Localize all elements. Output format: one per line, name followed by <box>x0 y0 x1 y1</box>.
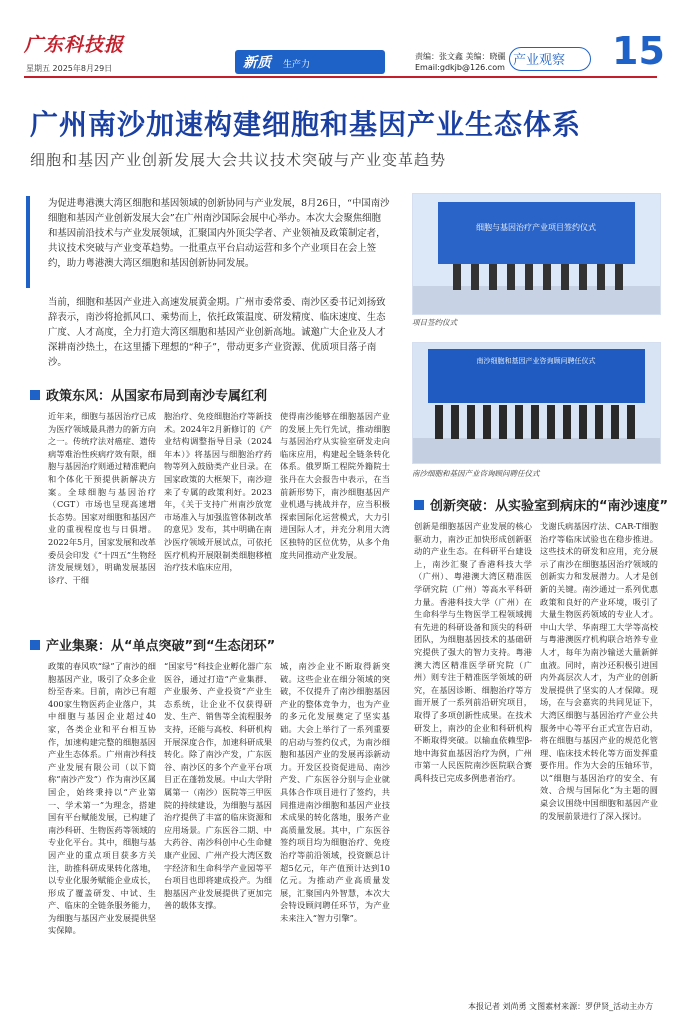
photo-advisor-illustration <box>413 343 660 463</box>
section-3-col-2: 戈谢氏病基因疗法、CAR-T细胞治疗等临床试验也在稳步推进。这些技术的研发和应用，充分展示了南沙在细胞基因治疗领域的创新实力和发展潜力。人才是创新的关键。南沙通过一系列优惠政策和良好的产业环境，吸引了大量生物医药领域的专业人才。中山大学、华南理工大学等高校与粤港澳医疗机构联合培养专业人才，每年为南沙输送大量新鲜血液。同时，南沙还积极引进国内外高层次人才，为产业的创新发展提供了坚实的人才保障。现场，在与会嘉宾的共同见证下，大湾区细胞与基因治疗产业公共服务中心等平台正式宣告启动，将在细胞与基因产业的规范化管理、临床技术转化等方面发挥重要作用。作为大会的压轴环节，以“细胞与基因治疗的安全、有效、合规与国际化”为主题的圆桌会议围绕中国细胞和基因产业的发展前景进行了深入探讨。 <box>540 521 658 821</box>
intro-accent-bar <box>26 196 30 288</box>
section-2-col-1: 政策的春风吹“绿”了南沙的细胞基因产业，吸引了众多企业纷至沓来。目前，南沙已有超400家生物医药企业落户，其中细胞与基因企业超过40家，各类企业和平台相互协作，加速构建完整的细胞基因产业生态体系。广州南沙科技产业发展有限公司（以下简称“南沙产发”）作为南沙区属国企，始终秉持以“产业第一、学术第一”为理念，搭建国有平台赋能发展，已构建了南沙科研、生物医药等领域的专业化平台。其中，细胞与基因产业的重点项目获多方关注，助推科研成果转化落地，以专业化服务赋能企业成长，形成了覆盖研发、中试、生产、临床的全链条服务能力，为细胞与基因产业发展提供坚实保障。 <box>48 661 156 936</box>
photo-advisor-ceremony <box>412 342 661 464</box>
section-2-icon <box>30 640 40 650</box>
editor-names: 责编：张文鑫 美编：晓疆 <box>415 52 506 61</box>
section-3-col-1: 创新是细胞基因产业发展的核心驱动力，南沙正加快形成创新驱动的产业生态。在科研平台建设上，南沙汇聚了香港科技大学（广州）、粤港澳大湾区精准医学研究院（广州）等高水平科研力量。香港科技大学（广州）在生命科学与生物医学工程领域拥有先进的科研设备和顶尖的科研团队，为细胞基因技术的基础研究提供了强大的智力支持。粤港澳大湾区精准医学研究院（广州）则专注于精准医学领域的研究，在基因诊断、细胞治疗等方面开展了一系列前沿研究项目，取得了多项创新性成果。在技术研发上，南沙的企业和科研机构不断取得突破。以输血依赖型β-地中海贫血基因治疗为例，广州市第一人民医院南沙医院联合赛禹科技已完成多例患者治疗。 <box>414 521 532 783</box>
page-number: 15 <box>612 29 665 73</box>
section-1-heading: 政策东风：从国家布局到南沙专属红利 <box>46 389 268 404</box>
section-1-icon <box>30 390 40 400</box>
masthead-logo: 广东科技报 <box>24 34 125 56</box>
article-lead-2: 当前，细胞和基因产业进入高速发展黄金期。广州市委常委、南沙区委书记刘扬致辞表示，南沙将抢抓风口、乘势而上，依托政策温度、研发精度、临床速度、生态广度、人才高度，全力打造大湾区细胞和基因产业创新高地。诚邀广大企业及人才深耕南沙热土，在这里播下理想的“种子”，带动更多产业资源、优质项目落子南沙。 <box>48 297 386 368</box>
photo-signing-illustration <box>413 194 660 314</box>
section-2-heading: 产业集聚：从“单点突破”到“生态闭环” <box>46 639 276 654</box>
article-lead: 为促进粤港澳大湾区细胞和基因领域的创新协同与产业发展，8月26日，“中国南沙细胞和基因产业创新发展大会”在广州南沙国际会展中心举办。本次大会聚焦细胞和基因前沿技术与产业发展领域，汇聚国内外顶尖学者、产业领袖及政策制定者，共议技术突破与产业变革趋势。一批重点平台启动运营和多个产业项目在会上签约，助力粤港澳大湾区细胞和基因创新协同发展。 <box>48 198 390 269</box>
section-1-col-1: 近年来，细胞与基因治疗已成为医疗领域最具潜力的新方向之一。传统疗法对癌症、遗传病等难治性疾病疗效有限，细胞与基因治疗则通过精准靶向和个体化干预提供新解决方案。全球细胞与基因治疗（CGT）市场也呈现高速增长态势。国家对细胞和基因产业的重视程度也与日俱增。2022年5月，国家发展和改革委员会印发《“十四五”生物经济发展规划》，明确发展基因诊疗、干细 <box>48 411 156 585</box>
section-3-icon <box>414 500 424 510</box>
photo-screen-text: 细胞与基因治疗产业项目签约仪式 <box>476 223 596 232</box>
issue-date: 星期五 2025年8月29日 <box>26 64 113 73</box>
article-title: 广州南沙加速构建细胞和基因产业生态体系 <box>30 108 582 141</box>
section-3-heading: 创新突破：从实验室到病床的“南沙速度” <box>430 499 669 514</box>
footer-credits: 本报记者 刘尚勇 文图素材来源：罗伊贤_活动主办方 <box>468 1002 654 1011</box>
section-2-col-2: “国家号”科技企业孵化器广东医谷，通过打造“产业集群、产业服务、产业投资”产业生态系统，让企业不仅获得研发、生产、销售等全流程服务支持，还能与高校、科研机构开展深度合作，加速科研成果转化。除了南沙产发，广东医谷、南沙区的多个产业平台项目正在蓬勃发展。中山大学附属第一（南沙）医院等三甲医院的持续建设，为细胞与基因治疗提供了丰富的临床资源和应用场景。广东医谷二期、中大药谷、南沙科创中心生命健康产业园、广州产投大湾区数字经济和生命科学产业园等平台项目也即将建成投产。为细胞基因产业发展提供了更加完善的载体支撑。 <box>164 661 272 911</box>
article-subtitle: 细胞和基因产业创新发展大会共议技术突破与产业变革趋势 <box>30 151 447 169</box>
section-2-col-3: 城，南沙企业不断取得新突破。这些企业在细分领域的突破，不仅提升了南沙细胞基因产业的整体竞争力，也为产业的多元化发展奠定了坚实基础。大会上举行了一系列重要的启动与签约仪式，为南沙细胞和基因产业的发展再添新动力。开发区投资促进局、南沙产发、广东医谷分别与企业就具体合作项目进行了签约，共同推进南沙细胞和基因产业技术成果的转化落地，服务产业高质量发展。其中，广东医谷签约项目均为细胞治疗、免疫治疗等前沿领域，投资额总计超5亿元，年产值预计达到10亿元。为推动产业高质量发展，汇聚国内外智慧，本次大会特设顾问聘任环节，为产业未来注入“智力引擎”。 <box>280 661 390 923</box>
photo-caption-2: 南沙细胞和基因产业咨询顾问聘任仪式 <box>412 469 540 478</box>
column-banner-subtitle: 生产力 <box>283 60 311 70</box>
photo-screen-text-2: 南沙细胞和基因产业咨询顾问聘任仪式 <box>476 357 596 365</box>
section-1-col-3: 使得南沙能够在细胞基因产业的发展上先行先试，推动细胞与基因治疗从实验室研发走向临床应用，构建起全链条转化体系。俄罗斯工程院外籍院士张丹在大会报告中表示，在当前新形势下，南沙细胞基因产业机遇与挑战并存，应当积极探索国际化运营模式，大力引进国际人才，并充分利用大湾区独特的区位优势，从多个角度共同推动产业发展。 <box>280 411 390 560</box>
column-banner-title: 新质 <box>243 55 271 71</box>
editor-credits <box>415 51 506 73</box>
photo-caption-1: 项目签约仪式 <box>412 318 457 327</box>
section-1-col-2: 胞治疗、免疫细胞治疗等新技术。2024年2月新修订的《产业结构调整指导目录（2024年本）》将基因与细胞治疗药物等列入鼓励类产业目录。在国家政策的大框架下，南沙迎来了专属的政策利好。2023年，《关于支持广州南沙放宽市场准入与加强监管体制改革的意见》发布，其中明确在南沙医疗领域开展试点，可依托医疗机构开展限制类细胞移植治疗技术临床应用， <box>164 411 272 573</box>
editor-email: Email:gdkjb@126.com <box>415 63 505 72</box>
photo-signing-ceremony <box>412 193 661 315</box>
section-label: 产业观察 <box>513 53 566 68</box>
header-divider <box>24 76 657 78</box>
